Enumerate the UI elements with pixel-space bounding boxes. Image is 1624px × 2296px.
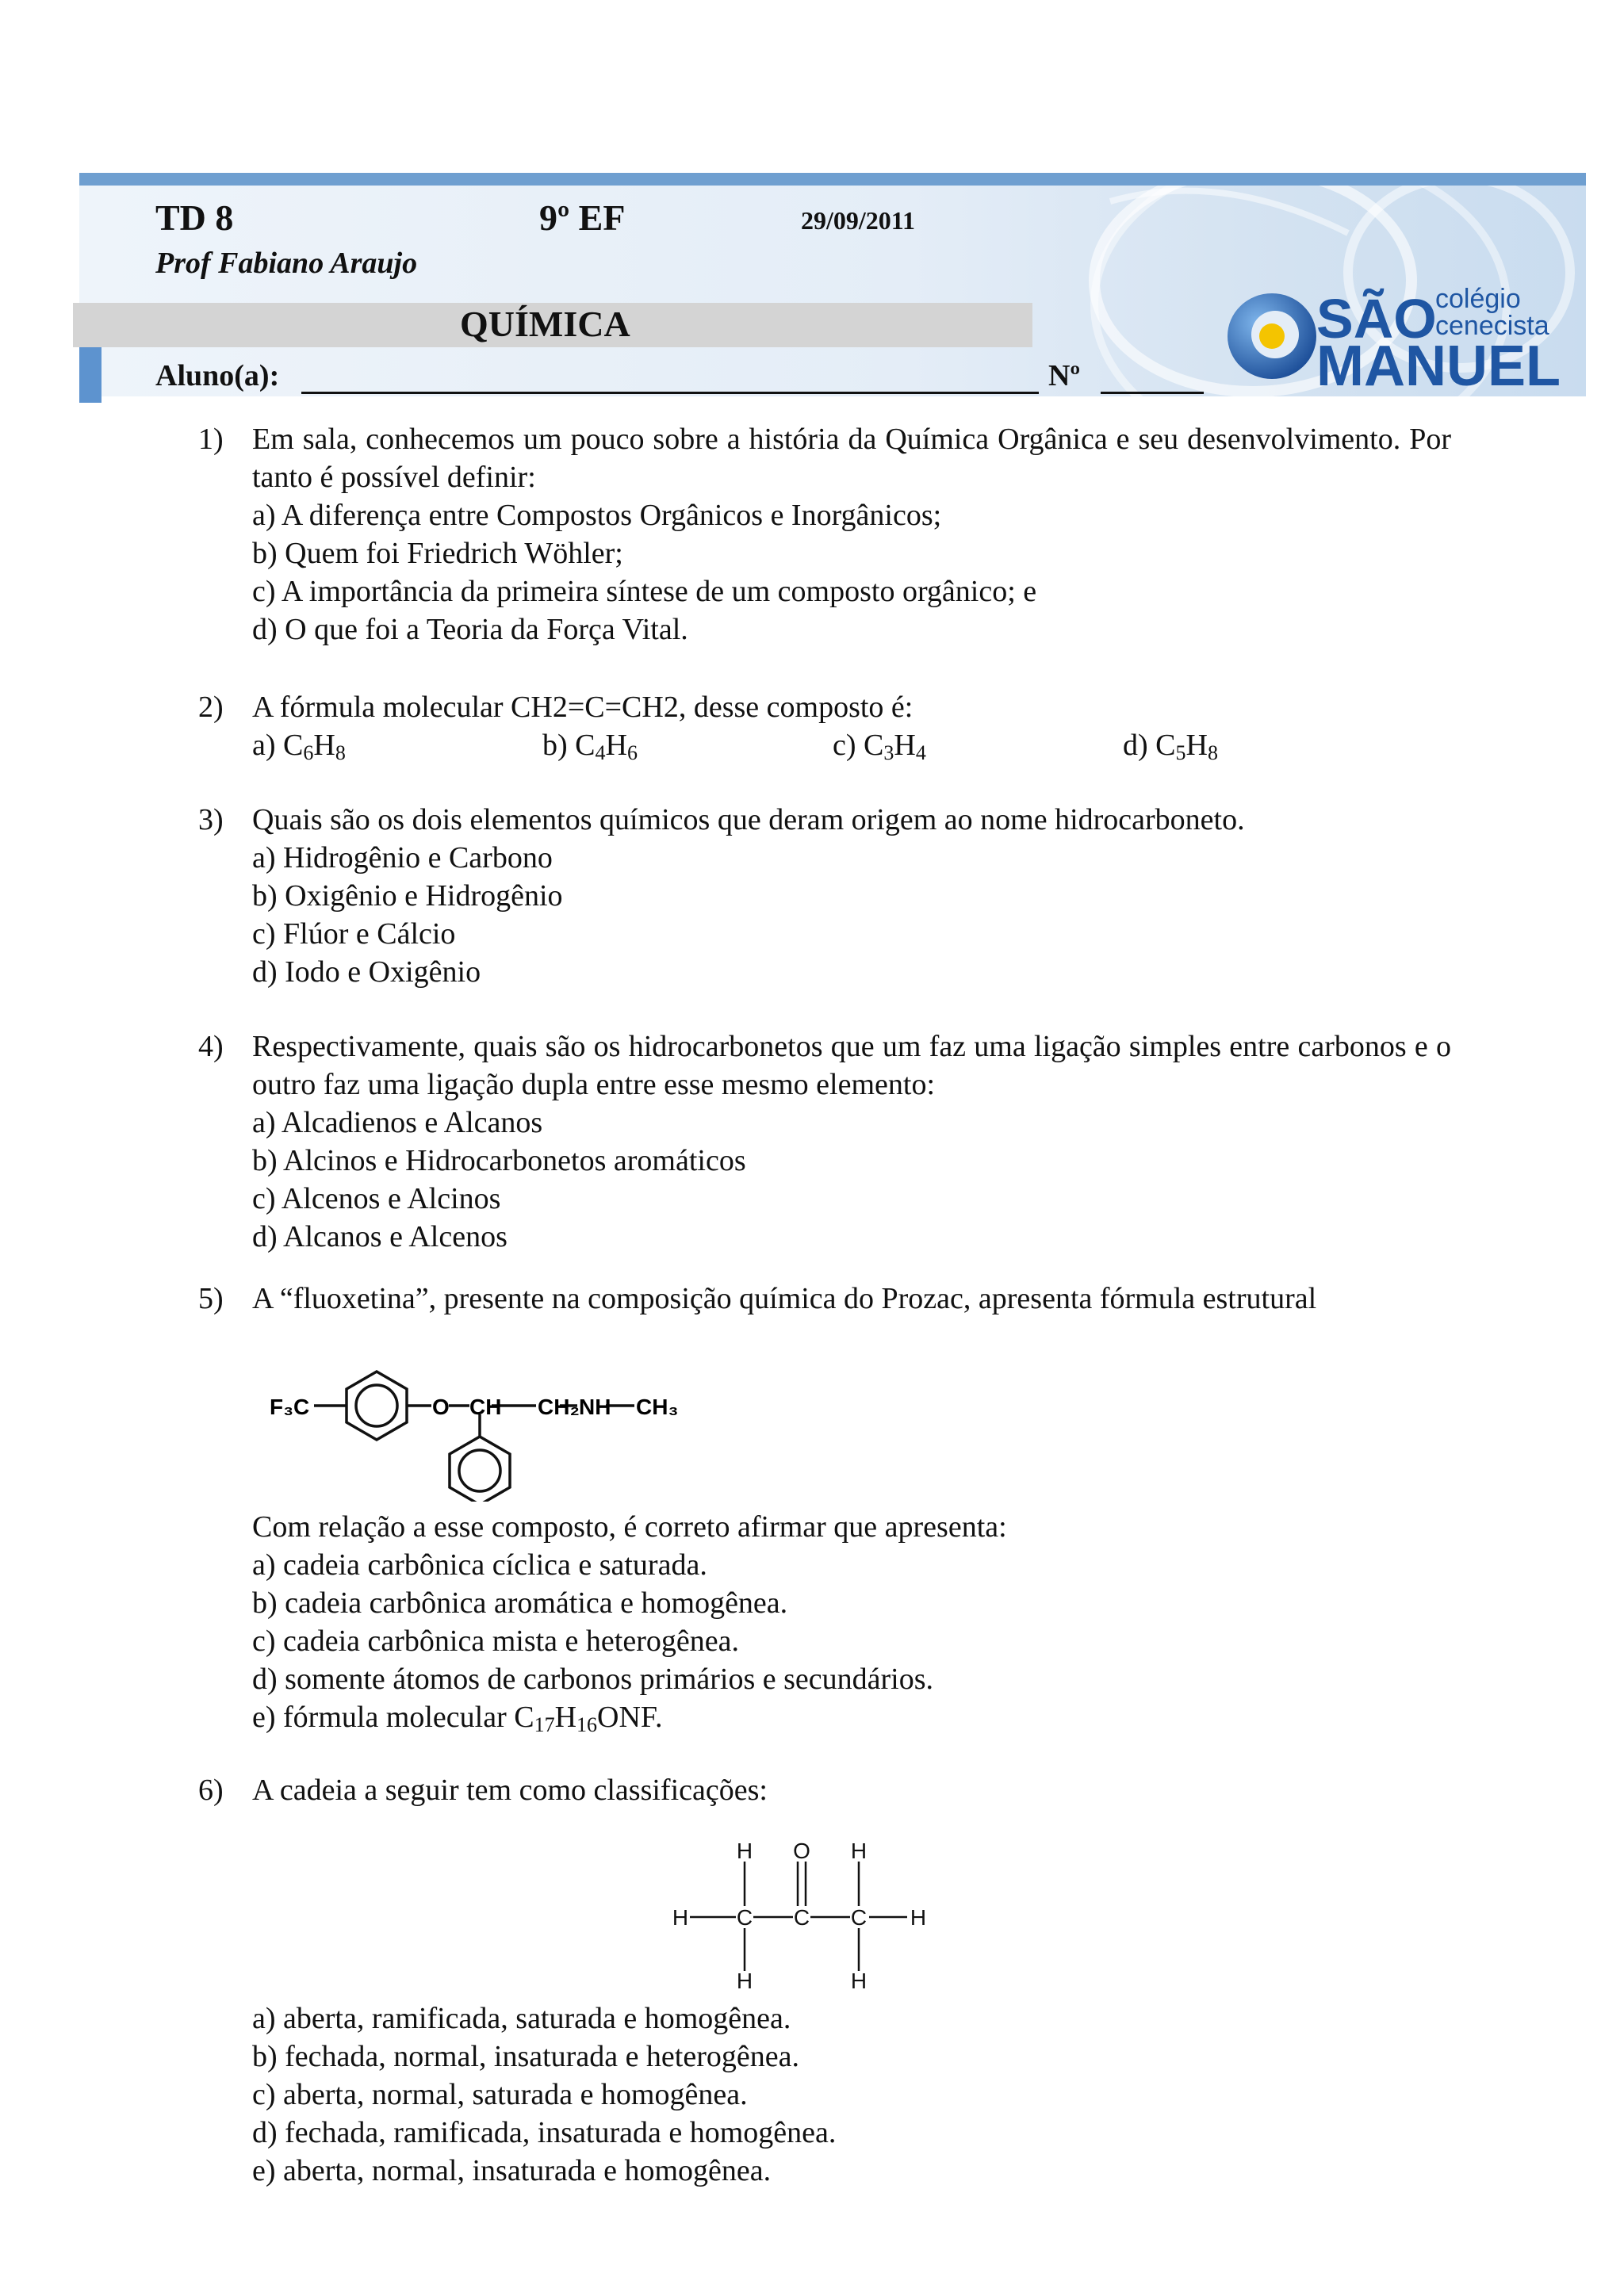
- option-d: d) Iodo e Oxigênio: [252, 955, 481, 989]
- nh-label: NH: [579, 1395, 611, 1419]
- question-5: [198, 1280, 1451, 1318]
- h-atom: H: [910, 1905, 927, 1930]
- propanone-structure: [666, 1838, 952, 1988]
- student-name-line[interactable]: [301, 392, 1039, 394]
- question-5-options: [198, 1508, 1451, 1736]
- logo-cenecista: cenecista: [1435, 311, 1549, 341]
- question-number: 4): [198, 1030, 224, 1063]
- student-number-line[interactable]: [1101, 392, 1204, 394]
- option-c: c) $C_3H_4$: [833, 729, 926, 764]
- h-atom: H: [850, 1969, 868, 1988]
- question-prompt: Com relação a esse composto, é correto afirmar que apresenta:: [252, 1510, 1007, 1544]
- question-text: Quais são os dois elementos químicos que deram origem ao nome hidrocarboneto.: [252, 803, 1245, 836]
- subject-title: QUÍMICA: [460, 304, 630, 344]
- question-1: [198, 420, 1451, 649]
- options-row: [252, 726, 1451, 764]
- student-label: Aluno(a):: [155, 359, 280, 392]
- option-c: c) Flúor e Cálcio: [252, 917, 456, 951]
- logo-dot-icon: [1259, 323, 1285, 349]
- question-text: Em sala, conhecemos um pouco sobre a história da Química Orgânica e seu desenvolvimento. Por tanto é possível definir:: [252, 423, 1451, 494]
- option-e: e) aberta, normal, insaturada e homogênea.: [252, 2154, 772, 2187]
- f3c-label: F₃C: [270, 1395, 310, 1419]
- question-number: 2): [198, 691, 224, 724]
- option-b: b) fechada, normal, insaturada e heterogênea.: [252, 2040, 799, 2073]
- c-atom: C: [793, 1905, 810, 1930]
- option-a: a) A diferença entre Compostos Orgânicos e Inorgânicos;: [252, 499, 942, 532]
- question-6: [198, 1771, 1451, 1809]
- c-atom: C: [850, 1905, 868, 1930]
- h-atom: H: [736, 1969, 753, 1988]
- question-text: A “fluoxetina”, presente na composição química do Prozac, apresenta fórmula estrutural: [252, 1282, 1317, 1315]
- option-d: d) fechada, ramificada, insaturada e homogênea.: [252, 2116, 837, 2149]
- ch3-label: CH₃: [636, 1395, 679, 1419]
- option-a: a) Hidrogênio e Carbono: [252, 841, 553, 874]
- question-text: A fórmula molecular CH2=C=CH2, desse composto é:: [252, 691, 914, 724]
- option-b: b) Oxigênio e Hidrogênio: [252, 879, 563, 913]
- option-b: b) $C_4H_6$: [542, 729, 638, 764]
- option-b: b) Quem foi Friedrich Wöhler;: [252, 537, 623, 570]
- h-atom: H: [850, 1839, 868, 1863]
- number-label: Nº: [1048, 359, 1080, 392]
- school-logo: [1223, 273, 1564, 392]
- logo-manuel: MANUEL: [1316, 335, 1561, 392]
- option-d: d) Alcanos e Alcenos: [252, 1220, 508, 1253]
- question-2: [198, 688, 1451, 764]
- logo-colegio: colégio: [1435, 284, 1521, 314]
- teacher-name: Prof Fabiano Araujo: [155, 247, 418, 280]
- option-c: c) Alcenos e Alcinos: [252, 1182, 501, 1215]
- grade-level: 9º EF: [539, 197, 626, 238]
- fluoxetine-structure: [262, 1335, 722, 1502]
- option-a: a) aberta, ramificada, saturada e homogênea.: [252, 2002, 791, 2035]
- question-number: 6): [198, 1774, 224, 1807]
- question-3: [198, 801, 1451, 991]
- option-a: a) $C_6H_8$: [252, 729, 346, 764]
- question-4: [198, 1027, 1451, 1256]
- option-d: d) O que foi a Teoria da Força Vital.: [252, 613, 688, 646]
- date: 29/09/2011: [801, 206, 916, 235]
- question-text: Respectivamente, quais são os hidrocarbonetos que um faz uma ligação simples entre carbonos e o outro faz uma ligação dupla entre esse mesmo elemento:: [252, 1030, 1451, 1101]
- option-b: b) cadeia carbônica aromática e homogênea.: [252, 1586, 788, 1620]
- h-atom: H: [736, 1839, 753, 1863]
- option-a: a) cadeia carbônica cíclica e saturada.: [252, 1548, 707, 1582]
- o-label: O: [432, 1395, 450, 1419]
- logo-sao: SÃO: [1316, 288, 1437, 350]
- question-6-options: [198, 1999, 1451, 2190]
- option-d: d) $C_5H_8$: [1123, 729, 1218, 764]
- td-number: TD 8: [155, 197, 234, 238]
- question-number: 5): [198, 1282, 224, 1315]
- option-c: c) A importância da primeira síntese de um composto orgânico; e: [252, 575, 1037, 608]
- o-atom: O: [793, 1839, 810, 1863]
- c-atom: C: [736, 1905, 753, 1930]
- option-a: a) Alcadienos e Alcanos: [252, 1106, 543, 1139]
- option-c: c) cadeia carbônica mista e heterogênea.: [252, 1624, 739, 1658]
- ch2-label: CH₂: [538, 1395, 580, 1419]
- option-c: c) aberta, normal, saturada e homogênea.: [252, 2078, 748, 2111]
- option-d: d) somente átomos de carbonos primários e secundários.: [252, 1663, 933, 1696]
- option-b: b) Alcinos e Hidrocarbonetos aromáticos: [252, 1144, 746, 1177]
- option-e: e) fórmula molecular $C_{17}H_{16}ONF$.: [252, 1701, 663, 1736]
- question-text: A cadeia a seguir tem como classificações:: [252, 1774, 768, 1807]
- header-stub: [79, 342, 102, 403]
- ch-label: CH: [469, 1395, 502, 1419]
- header-banner: [79, 173, 1586, 396]
- question-number: 3): [198, 803, 224, 836]
- question-number: 1): [198, 423, 224, 456]
- h-atom: H: [672, 1905, 689, 1930]
